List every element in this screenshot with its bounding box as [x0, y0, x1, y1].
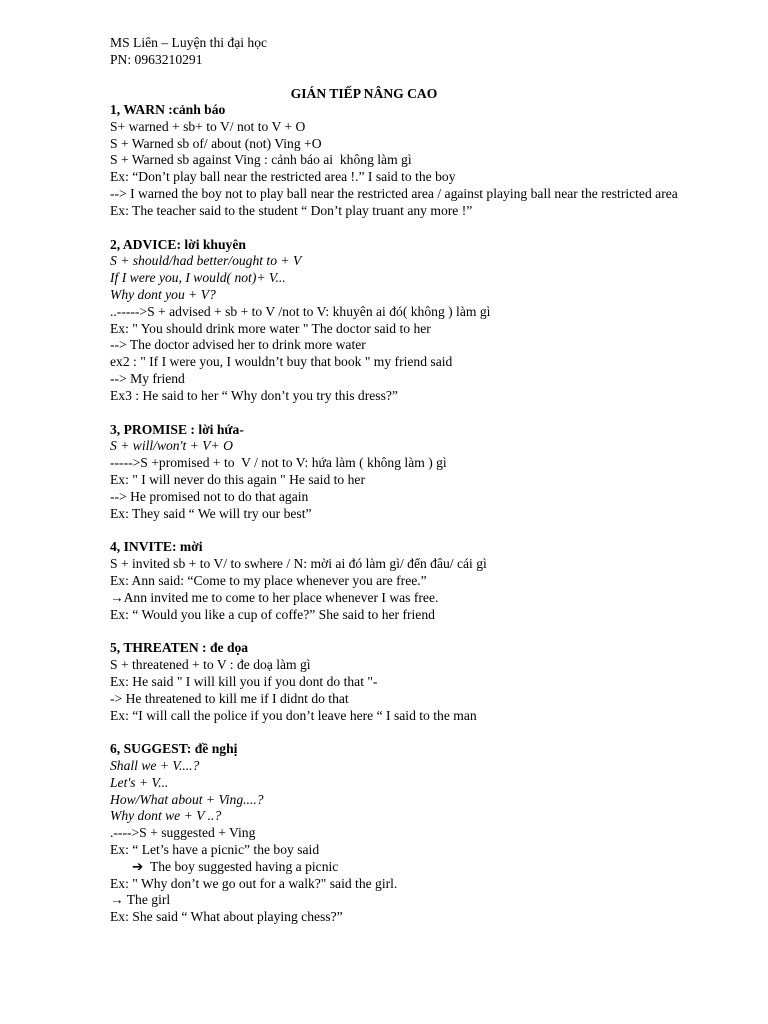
- section: [110, 237, 710, 405]
- phone-line: PN: 0963210291: [110, 51, 203, 67]
- text-line: S+ warned + sb+ to V/ not to V + O: [110, 118, 306, 134]
- text-line: ----->S +promised + to V / not to V: hứa làm ( không làm ) gì: [110, 455, 447, 471]
- text-line: Ex: “ Let’s have a picnic” the boy said: [110, 842, 320, 858]
- document-header: [110, 35, 267, 69]
- text-line: Ex: He said " I will kill you if you dont do that "-: [110, 673, 378, 689]
- text-line: → The girl: [110, 892, 171, 908]
- text-line: -> He threatened to kill me if I didnt do that: [110, 690, 349, 706]
- section-heading: 1, WARN :cảnh báo: [110, 102, 226, 117]
- text-line: .---->S + suggested + Ving: [110, 825, 256, 841]
- text-line: --> I warned the boy not to play ball near the restricted area / against playing ball near the restricted area: [110, 185, 678, 201]
- text-line: Ex: She said “ What about playing chess?”: [110, 909, 343, 925]
- text-line: Ex3 : He said to her “ Why don’t you try this dress?”: [110, 387, 398, 403]
- section: [110, 640, 710, 724]
- text-line: Ex: " Why don’t we go out for a walk?" said the girl.: [110, 875, 398, 891]
- section-heading: 3, PROMISE : lời hứa-: [110, 421, 244, 437]
- text-line: Ex: Ann said: “Come to my place whenever you are free.”: [110, 572, 427, 588]
- text-line: Ex: “ Would you like a cup of coffe?” She said to her friend: [110, 606, 435, 622]
- text-line: S + invited sb + to V/ to swhere / N: mời ai đó làm gì/ đến đâu/ cái gì: [110, 556, 487, 572]
- text-line: --> The doctor advised her to drink more water: [110, 337, 366, 353]
- section: [110, 102, 710, 220]
- text-line: Ex: " You should drink more water " The doctor said to her: [110, 320, 431, 336]
- formula-line: Let's + V...: [110, 774, 169, 790]
- text-line: Ex: The teacher said to the student “ Don’t play truant any more !”: [110, 202, 473, 218]
- document-title: GIÁN TIẾP NÂNG CAO: [290, 86, 438, 101]
- formula-line: S + should/had better/ought to + V: [110, 253, 302, 269]
- text-line: ➔ The boy suggested having a picnic: [132, 858, 339, 874]
- formula-line: Shall we + V....?: [110, 758, 200, 774]
- formula-line: S + will/won't + V+ O: [110, 438, 233, 454]
- text-line: S + Warned sb of/ about (not) Ving +O: [110, 135, 322, 151]
- text-line: Ex: They said “ We will try our best”: [110, 505, 312, 521]
- text-line: Ex: “I will call the police if you don’t leave here “ I said to the man: [110, 707, 477, 723]
- text-line: S + Warned sb against Ving : cảnh báo ai không làm gì: [110, 152, 412, 168]
- text-line: →Ann invited me to come to her place whenever I was free.: [110, 589, 439, 605]
- formula-line: How/What about + Ving....?: [110, 791, 264, 807]
- text-line: Ex: “Don’t play ball near the restricted area !.” I said to the boy: [110, 169, 456, 185]
- document-body: [110, 102, 710, 943]
- formula-line: Why dont you + V?: [110, 286, 216, 302]
- section: [110, 422, 710, 523]
- text-line: --> My friend: [110, 370, 185, 386]
- section-heading: 5, THREATEN : đe dọa: [110, 640, 249, 656]
- section-heading: 4, INVITE: mời: [110, 539, 203, 555]
- text-line: ..----->S + advised + sb + to V /not to V: khuyên ai đó( không ) làm gì: [110, 303, 491, 319]
- section-heading: 2, ADVICE: lời khuyên: [110, 236, 246, 252]
- formula-line: If I were you, I would( not)+ V...: [110, 270, 286, 286]
- text-line: ex2 : " If I were you, I wouldn’t buy that book " my friend said: [110, 354, 453, 370]
- section-heading: 6, SUGGEST: đề nghị: [110, 741, 238, 757]
- text-line: Ex: " I will never do this again " He said to her: [110, 471, 365, 487]
- section: [110, 539, 710, 623]
- section: [110, 741, 710, 926]
- author-line: MS Liên – Luyện thi đại học: [110, 35, 268, 50]
- text-line: --> He promised not to do that again: [110, 488, 309, 504]
- text-line: S + threatened + to V : đe doạ làm gì: [110, 657, 311, 673]
- formula-line: Why dont we + V ..?: [110, 808, 222, 824]
